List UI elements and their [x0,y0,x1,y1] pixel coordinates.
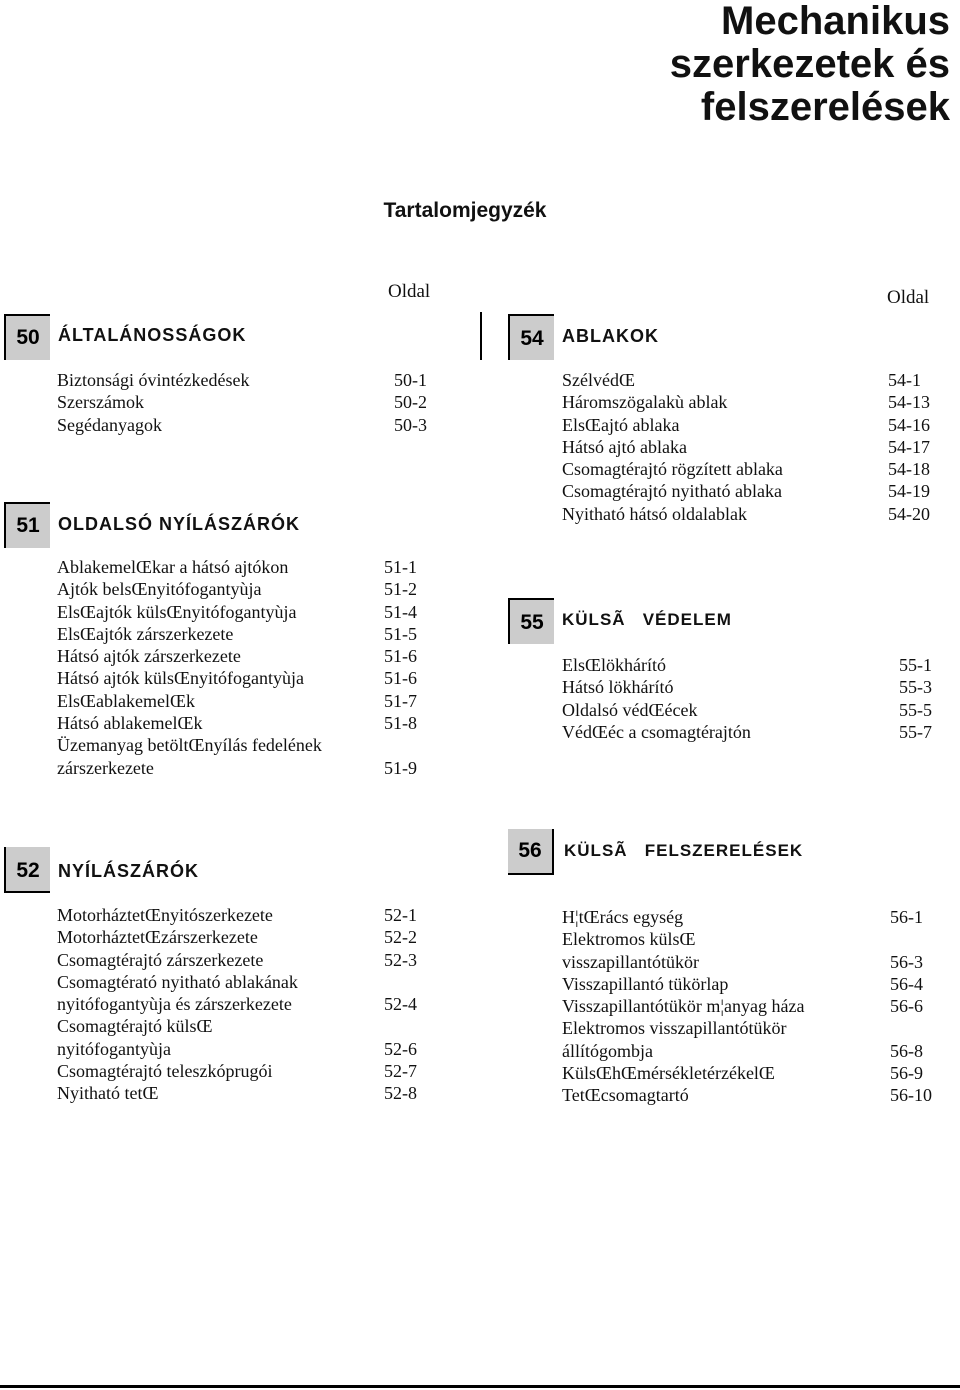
toc-entry-page: 56-10 [890,1085,932,1106]
toc-entry-title: SzélvédŒ [562,370,635,390]
toc-entry-title: MotorháztetŒnyitószerkezete [57,905,273,925]
toc-entry-title: Hátsó lökhárító [562,677,674,698]
toc-entry-page: 52-7 [384,1061,417,1082]
section-52-list [57,904,437,1105]
toc-entry-title: Elektromos külsŒ [562,929,696,950]
toc-entry-title: Visszapillantó tükörlap [562,973,729,994]
toc-entry-title: Nyitható tetŒ [57,1083,159,1104]
toc-entry-page: 56-3 [890,951,923,972]
toc-entry[interactable] [562,654,942,676]
toc-entry[interactable] [562,480,942,502]
toc-entry-title: Biztonsági óvintézkedések [57,370,250,390]
toc-entry-title: Visszapillantótükör m¦anyag háza [562,996,805,1017]
toc-entry-page: 54-18 [888,459,930,480]
toc-entry-title: Ajtók belsŒnyitófogantyùja [57,579,262,600]
toc-entry-title: Hátsó ajtók külsŒnyitófogantyùja [57,668,304,689]
section-title[interactable]: KÜLSÃ FELSZERELÉSEK [564,841,804,860]
toc-entry-page: 54-20 [888,503,930,524]
toc-entry[interactable] [562,503,942,525]
document-title [430,0,950,129]
toc-entry-page: 54-1 [888,370,921,390]
section-title[interactable]: NYÍLÁSZÁRÓK [58,861,199,881]
toc-entry[interactable] [562,1040,942,1062]
toc-entry[interactable] [57,757,437,779]
toc-entry-page: 55-3 [899,677,932,698]
toc-entry-page: 54-19 [888,481,930,502]
toc-entry[interactable] [57,1038,437,1060]
toc-entry[interactable] [57,1060,437,1082]
toc-entry-title: ElsŒlökhárító [562,655,666,675]
toc-entry-title: Elektromos visszapillantótükör [562,1018,787,1039]
toc-entry[interactable] [562,951,942,973]
toc-entry[interactable] [562,928,942,950]
toc-entry-page: 51-8 [384,713,417,734]
toc-entry-title: Üzemanyag betöltŒnyílás fedelének [57,735,322,756]
toc-entry-title: ElsŒajtók zárszerkezete [57,623,234,644]
toc-entry-page: 54-17 [888,436,930,457]
toc-entry-page: 52-4 [384,994,417,1015]
toc-entry[interactable] [57,971,437,993]
toc-entry-title: Csomagtérajtó zárszerkezete [57,949,264,970]
toc-entry[interactable] [57,623,437,645]
toc-entry[interactable] [57,645,437,667]
toc-entry[interactable] [57,993,437,1015]
toc-entry[interactable] [562,414,942,436]
section-50-list [57,369,437,436]
title-line-2: szerkezetek és [669,42,950,86]
toc-entry[interactable] [562,1084,942,1106]
section-number-box: 51 [4,502,50,548]
toc-entry-page: 56-1 [890,907,923,927]
toc-entry-title: nyitófogantyùja [57,1038,171,1059]
toc-entry-title: Segédanyagok [57,414,162,435]
toc-entry[interactable] [562,676,942,698]
toc-entry-page: 52-6 [384,1038,417,1059]
toc-entry-title: Nyitható hátsó oldalablak [562,503,747,524]
bottom-rule [0,1385,960,1388]
section-54-list [562,369,942,525]
section-51-list [57,556,437,779]
toc-entry-page: 56-6 [890,996,923,1017]
toc-entry[interactable] [562,369,942,391]
toc-entry[interactable] [562,973,942,995]
toc-entry-page: 52-8 [384,1083,417,1104]
toc-entry-page: 52-1 [384,905,417,925]
toc-entry-title: zárszerkezete [57,757,154,778]
toc-entry-page: 51-6 [384,668,417,689]
toc-entry-title: Háromszögalakù ablak [562,392,728,413]
toc-entry-page: 52-2 [384,927,417,948]
toc-entry[interactable] [57,904,437,926]
toc-entry[interactable] [57,601,437,623]
section-title[interactable]: ABLAKOK [562,326,659,346]
title-line-3: felszerelések [700,85,950,129]
toc-entry-page: 56-4 [890,973,923,994]
toc-entry-page: 51-4 [384,601,417,622]
toc-entry-page: 51-1 [384,557,417,577]
section-56-list [562,906,942,1107]
toc-entry-page: 54-16 [888,414,930,435]
toc-entry[interactable] [57,556,437,578]
toc-entry-page: 50-3 [394,414,427,435]
toc-entry-page: 55-5 [899,699,932,720]
toc-entry[interactable] [57,1082,437,1104]
toc-entry[interactable] [57,926,437,948]
toc-entry-title: visszapillantótükör [562,951,699,972]
toc-heading: Tartalomjegyzék [383,199,547,222]
section-title[interactable]: KÜLSÃ VÉDELEM [562,610,732,629]
toc-entry-title: Csomagtérató nyitható ablakának [57,971,298,992]
toc-entry[interactable] [562,436,942,458]
toc-entry-title: Szerszámok [57,392,144,413]
toc-entry-title: Csomagtérajtó rögzített ablaka [562,459,783,480]
toc-entry[interactable] [57,712,437,734]
toc-entry-title: ElsŒajtók külsŒnyitófogantyùja [57,601,297,622]
toc-entry-title: ElsŒajtó ablaka [562,414,680,435]
toc-entry-title: TetŒcsomagtartó [562,1085,689,1106]
toc-entry-title: KülsŒhŒmérsékletérzékelŒ [562,1063,775,1084]
section-number-box: 50 [4,314,50,360]
toc-entry-page: 52-3 [384,949,417,970]
toc-entry[interactable] [562,721,942,743]
toc-entry-page: 51-2 [384,579,417,600]
toc-entry[interactable] [562,1062,942,1084]
toc-entry-title: Hátsó ablakemelŒk [57,713,203,734]
toc-entry-title: MotorháztetŒzárszerkezete [57,927,258,948]
toc-entry-title: Oldalsó védŒécek [562,699,698,720]
toc-entry-page: 54-13 [888,392,930,413]
toc-entry-page: 51-5 [384,623,417,644]
toc-entry-title: ElsŒablakemelŒk [57,690,195,711]
section-number-box: 55 [508,598,554,644]
section-number-box: 52 [4,847,50,893]
toc-entry-page: 51-6 [384,646,417,667]
toc-entry[interactable] [57,414,437,436]
toc-entry-title: Csomagtérajtó külsŒ [57,1016,213,1037]
toc-entry-title: nyitófogantyùja és zárszerkezete [57,994,292,1015]
toc-entry-title: H¦tŒrács egység [562,907,684,927]
toc-entry-title: Csomagtérajtó nyitható ablaka [562,481,782,502]
toc-entry[interactable] [562,906,942,928]
column-divider [480,312,482,360]
toc-entry-page: 56-9 [890,1063,923,1084]
toc-entry-page: 51-7 [384,690,417,711]
page-column-label-left: Oldal [388,281,431,302]
toc-entry-title: Hátsó ajtó ablaka [562,436,687,457]
toc-entry[interactable] [57,578,437,600]
toc-entry-page: 55-7 [899,721,932,742]
toc-entry-page: 51-9 [384,757,417,778]
page-column-label-right: Oldal [887,287,930,308]
section-title[interactable]: OLDALSÓ NYÍLÁSZÁRÓK [58,514,300,534]
toc-entry-title: Csomagtérajtó teleszkóprugói [57,1061,273,1082]
toc-entry-title: VédŒéc a csomagtérajtón [562,721,751,742]
toc-entry[interactable] [57,391,437,413]
toc-entry[interactable] [57,369,437,391]
toc-entry[interactable] [562,699,942,721]
toc-entry[interactable] [57,1015,437,1037]
toc-entry[interactable] [57,949,437,971]
section-55-list [562,654,942,743]
toc-entry-title: állítógombja [562,1040,653,1061]
toc-entry-page: 50-2 [394,392,427,413]
section-title[interactable]: ÁLTALÁNOSSÁGOK [58,325,247,345]
toc-entry[interactable] [562,391,942,413]
toc-entry-page: 55-1 [899,655,932,675]
toc-entry[interactable] [57,690,437,712]
toc-entry[interactable] [562,995,942,1017]
toc-entry[interactable] [57,734,437,756]
toc-entry[interactable] [562,1017,942,1039]
section-number-box: 54 [508,314,554,360]
section-number-box: 56 [508,829,554,875]
toc-entry[interactable] [57,667,437,689]
toc-entry-page: 50-1 [394,370,427,390]
title-line-1: Mechanikus [721,0,950,43]
toc-entry-title: Hátsó ajtók zárszerkezete [57,646,241,667]
toc-entry[interactable] [562,458,942,480]
toc-entry-title: AblakemelŒkar a hátsó ajtókon [57,557,289,577]
toc-entry-page: 56-8 [890,1040,923,1061]
